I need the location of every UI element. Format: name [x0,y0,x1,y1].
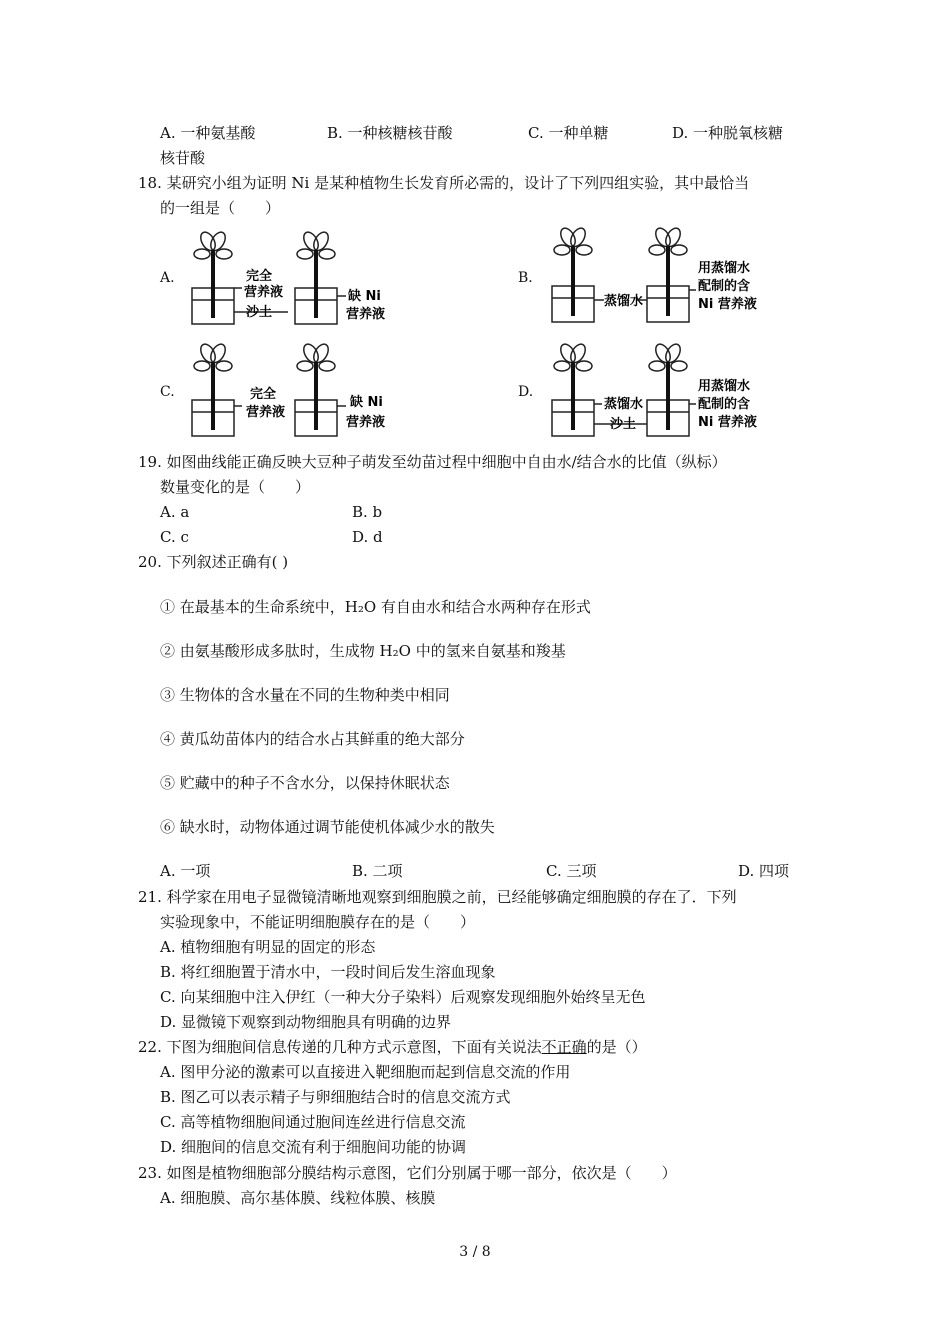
q20-option-b: B. 二项 [352,862,403,880]
fig-d-ni-1: 用蒸馏水 [698,379,751,394]
fig-b-ni-2: 配制的含 [698,279,751,294]
q21-option-c: C. 向某细胞中注入伊红（一种大分子染料）后观察发现细胞外始终呈无色 [160,988,646,1006]
q17-option-c: C. 一种单糖 [528,124,609,142]
q22-stem-pre: 22. 下图为细胞间信息传递的几种方式示意图，下面有关说法 [138,1038,542,1056]
q22-stem [138,1036,647,1058]
q20-item-2: ② 由氨基酸形成多肽时，生成物 H₂O 中的氢来自氨基和羧基 [160,642,566,660]
q21-option-d: D. 显微镜下观察到动物细胞具有明确的边界 [160,1013,452,1031]
q18-figure-b [548,222,778,332]
fig-a-sand: 沙土 [246,305,273,320]
q17-option-d: D. 一种脱氧核糖 [672,124,784,142]
q23-option-a: A. 细胞膜、高尔基体膜、线粒体膜、核膜 [160,1189,436,1207]
q17-option-b: B. 一种核糖核苷酸 [327,124,453,142]
q20-option-d: D. 四项 [738,862,790,880]
fig-c-complete-2: 营养液 [246,405,286,420]
fig-a-complete-2: 营养液 [244,285,284,300]
q22-option-c: C. 高等植物细胞间通过胞间连丝进行信息交流 [160,1113,466,1131]
q20-option-c: C. 三项 [546,862,597,880]
q18-figure-c [188,340,398,444]
q20-item-4: ④ 黄瓜幼苗体内的结合水占其鲜重的绝大部分 [160,730,465,748]
q20-stem: 20. 下列叙述正确有( ) [138,553,289,571]
q20-item-1: ① 在最基本的生命系统中，H₂O 有自由水和结合水两种存在形式 [160,598,591,616]
q18-stem-line1: 18. 某研究小组为证明 Ni 是某种植物生长发育所必需的，设计了下列四组实验，其中最恰当 [138,174,750,192]
fig-b-ni-3: Ni 营养液 [698,297,757,312]
q23-stem: 23. 如图是植物细胞部分膜结构示意图，它们分别属于哪一部分，依次是（ ） [138,1164,677,1182]
q20-item-6: ⑥ 缺水时，动物体通过调节能使机体减少水的散失 [160,818,495,836]
q20-item-3: ③ 生物体的含水量在不同的生物种类中相同 [160,686,450,704]
q18-label-c: C. [160,384,175,400]
q18-label-d: D. [518,384,534,400]
q22-option-a: A. 图甲分泌的激素可以直接进入靶细胞而起到信息交流的作用 [160,1063,571,1081]
q22-option-d: D. 细胞间的信息交流有利于细胞间功能的协调 [160,1138,467,1156]
fig-d-sand: 沙土 [610,417,637,432]
fig-a-lack-2: 营养液 [346,307,386,322]
q22-stem-post: 的是（） [586,1038,647,1056]
q20-option-a: A. 一项 [160,862,211,880]
q22-option-b: B. 图乙可以表示精子与卵细胞结合时的信息交流方式 [160,1088,511,1106]
q18-label-b: B. [518,270,533,286]
q17-option-d-cont: 核苷酸 [160,149,206,167]
q19-option-b: B. b [352,503,383,521]
page-number: 3 / 8 [459,1244,491,1260]
q19-option-c: C. c [160,528,189,546]
q19-option-d: D. d [352,528,383,546]
q21-option-b: B. 将红细胞置于清水中，一段时间后发生溶血现象 [160,963,496,981]
fig-c-complete-1: 完全 [250,387,277,402]
q21-option-a: A. 植物细胞有明显的固定的形态 [160,938,376,956]
q22-stem-underlined: 不正确 [541,1038,587,1056]
fig-d-distilled: 蒸馏水 [604,397,644,412]
fig-b-distilled: 蒸馏水 [604,294,644,309]
fig-d-ni-2: 配制的含 [698,397,751,412]
q21-stem-line2: 实验现象中，不能证明细胞膜存在的是（ ） [160,913,476,931]
q18-figure-a [188,228,398,332]
q19-stem-line1: 19. 如图曲线能正确反映大豆种子萌发至幼苗过程中细胞中自由水/结合水的比值（纵标） [138,453,727,471]
q19-option-a: A. a [160,503,190,521]
fig-c-lack-2: 营养液 [346,415,386,430]
fig-b-ni-1: 用蒸馏水 [698,261,751,276]
fig-a-lack-1: 缺 Ni [348,289,381,304]
q19-stem-line2: 数量变化的是（ ） [160,478,311,496]
q18-stem-line2: 的一组是（ ） [160,199,281,217]
q20-item-5: ⑤ 贮藏中的种子不含水分，以保持休眠状态 [160,774,450,792]
fig-c-lack-1: 缺 Ni [350,395,383,410]
q18-label-a: A. [160,270,175,286]
fig-d-ni-3: Ni 营养液 [698,415,757,430]
q21-stem-line1: 21. 科学家在用电子显微镜清晰地观察到细胞膜之前，已经能够确定细胞膜的存在了．下列 [138,888,737,906]
q17-option-a: A. 一种氨基酸 [160,124,256,142]
q18-figure-d [548,340,778,444]
fig-a-complete-1: 完全 [246,269,273,284]
